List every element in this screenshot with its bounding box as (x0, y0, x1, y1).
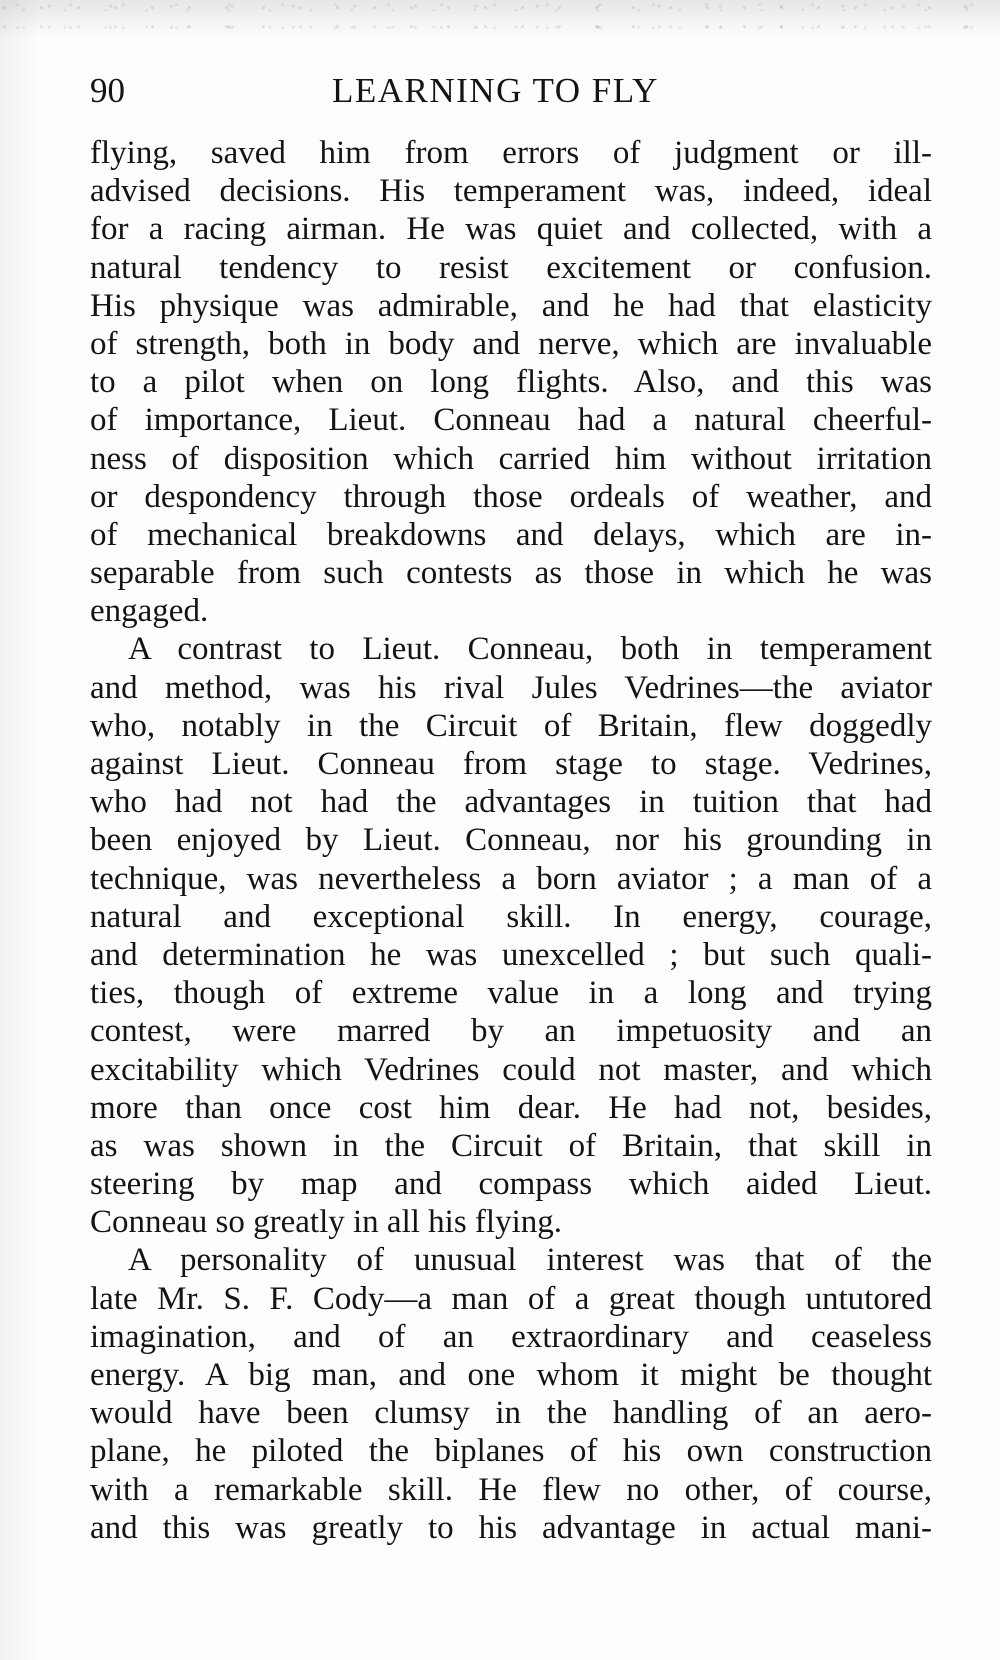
text-line: or despondency through those ordeals of weather, and (90, 478, 932, 515)
text-line: who, notably in the Circuit of Britain, flew doggedly (90, 707, 932, 744)
text-line: energy. A big man, and one whom it might be thought (90, 1357, 932, 1393)
scan-edge-shading (0, 0, 1000, 38)
text-line: steering by map and compass which aided Lieut. (90, 1166, 932, 1203)
text-line: engaged. (90, 593, 209, 630)
running-title: LEARNING TO FLY (332, 71, 659, 110)
paragraph (90, 1241, 932, 1547)
text-line: and method, was his rival Jules Vedrines—the aviator (90, 669, 932, 706)
text-line: who had not had the advantages in tuition that had (90, 784, 932, 821)
page-number: 90 (90, 71, 125, 110)
scan-left-shading (0, 0, 40, 1660)
text-line: of importance, Lieut. Conneau had a natural cheerful- (90, 402, 932, 439)
text-line: been enjoyed by Lieut. Conneau, nor his grounding in (90, 822, 932, 859)
text-line: of mechanical breakdowns and delays, which are in- (90, 516, 932, 553)
text-line: would have been clumsy in the handling of an aero- (90, 1395, 932, 1432)
text-line: with a remarkable skill. He flew no other, of course, (90, 1471, 932, 1508)
text-line: A personality of unusual interest was that of the (128, 1242, 932, 1279)
text-line: for a racing airman. He was quiet and collected, with a (90, 211, 932, 248)
page-header (90, 66, 730, 116)
text-line: plane, he piloted the biplanes of his own construction (90, 1433, 932, 1470)
text-line: separable from such contests as those in which he was (90, 555, 932, 592)
text-line: as was shown in the Circuit of Britain, that skill in (90, 1127, 932, 1164)
text-line: of strength, both in body and nerve, which are invaluable (90, 325, 932, 362)
text-line: technique, was nevertheless a born aviator ; a man of a (90, 860, 932, 897)
text-line: and determination he was unexcelled ; but such quali- (90, 936, 932, 973)
text-line: more than once cost him dear. He had not, besides, (90, 1089, 932, 1126)
paragraph (90, 630, 932, 1241)
text-line: His physique was admirable, and he had that elasticity (90, 287, 932, 324)
text-line: flying, saved him from errors of judgment or ill- (90, 135, 932, 171)
text-line: ness of disposition which carried him without irritation (90, 440, 932, 477)
text-line: A contrast to Lieut. Conneau, both in temperament (128, 631, 932, 668)
paragraph (90, 134, 932, 630)
text-line: late Mr. S. F. Cody—a man of a great though untutored (90, 1280, 932, 1317)
text-line: excitability which Vedrines could not master, and which (90, 1051, 932, 1088)
text-line: advised decisions. His temperament was, indeed, ideal (90, 173, 932, 210)
text-line: natural and exceptional skill. In energy, courage, (90, 898, 932, 935)
text-line: natural tendency to resist excitement or confusion. (90, 249, 932, 286)
text-line: to a pilot when on long flights. Also, and this was (90, 364, 932, 401)
body-text (90, 134, 932, 1547)
text-line: imagination, and of an extraordinary and ceaseless (90, 1318, 932, 1355)
text-line: contest, were marred by an impetuosity and an (90, 1013, 932, 1050)
text-line: against Lieut. Conneau from stage to stage. Vedrines, (90, 746, 932, 782)
text-line: and this was greatly to his advantage in actual mani- (90, 1509, 932, 1546)
text-line: Conneau so greatly in all his flying. (90, 1204, 563, 1241)
text-line: ties, though of extreme value in a long and trying (90, 975, 932, 1012)
